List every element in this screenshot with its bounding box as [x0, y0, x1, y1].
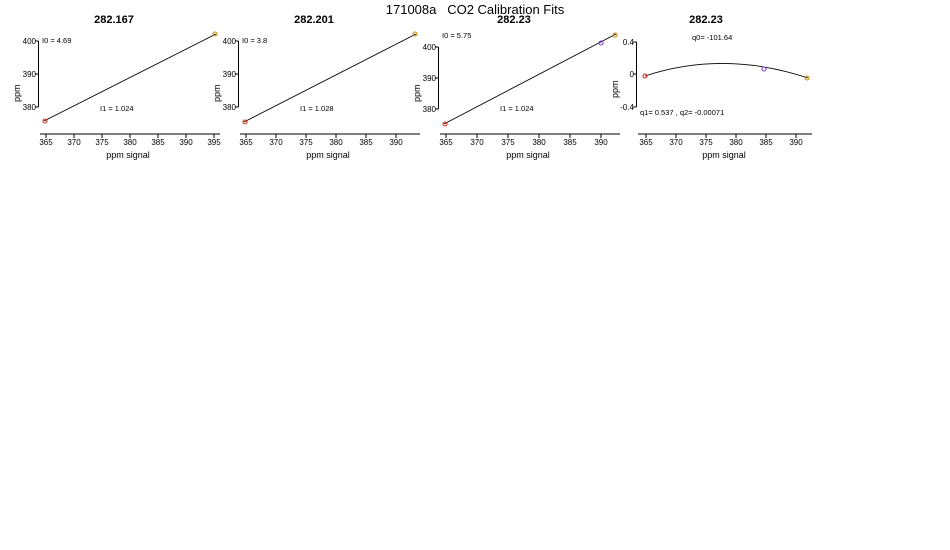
x-tick-4-390: 390	[789, 138, 803, 147]
y-tick-4-zero: 0	[629, 70, 634, 79]
x-tick-1-395: 395	[207, 138, 221, 147]
x-tick-2-370: 370	[269, 138, 283, 147]
x-axis-label-3: ppm signal	[506, 150, 550, 160]
y-tick-1-380: 380	[22, 103, 36, 112]
x-tick-2-385: 385	[359, 138, 373, 147]
x-tick-1-370: 370	[67, 138, 81, 147]
chart-title-1: 282.167	[94, 14, 134, 26]
x-tick-4-385: 385	[759, 138, 773, 147]
x-tick-2-390: 390	[389, 138, 403, 147]
y-tick-2-400: 400	[222, 37, 236, 46]
x-tick-3-390: 390	[594, 138, 608, 147]
y-axis-label-4: ppm	[610, 80, 620, 98]
x-tick-4-365: 365	[639, 138, 653, 147]
chart-title-2: 282.201	[294, 14, 334, 26]
x-tick-4-370: 370	[669, 138, 683, 147]
annotation-2-i1: I1 = 1.028	[300, 104, 334, 113]
y-tick-3-390: 390	[422, 74, 436, 83]
x-tick-1-385: 385	[151, 138, 165, 147]
plot-area-3	[438, 28, 620, 136]
x-tick-4-375: 375	[699, 138, 713, 147]
x-tick-2-375: 375	[299, 138, 313, 147]
y-axis-label-2: ppm	[212, 84, 222, 102]
chart-panel-1	[8, 14, 230, 160]
x-tick-1-390: 390	[179, 138, 193, 147]
x-tick-2-380: 380	[329, 138, 343, 147]
x-tick-3-375: 375	[501, 138, 515, 147]
y-tick-4-pos: 0.4	[622, 38, 634, 47]
annotation-1-i1: I1 = 1.024	[100, 104, 134, 113]
chart-panel-2	[208, 14, 430, 160]
y-tick-3-400: 400	[422, 43, 436, 52]
x-tick-3-370: 370	[470, 138, 484, 147]
annotation-1-i0: I0 = 4.69	[42, 36, 72, 45]
y-tick-2-390: 390	[222, 70, 236, 79]
page-title: 171008a CO2 Calibration Fits	[385, 2, 565, 17]
chart-panel-3	[408, 14, 630, 160]
annotation-2-i0: I0 = 3.8	[242, 36, 268, 45]
x-tick-1-375: 375	[95, 138, 109, 147]
y-tick-3-380: 380	[422, 105, 436, 114]
y-tick-4-neg: -0.4	[620, 103, 634, 112]
y-axis-label-3: ppm	[412, 84, 422, 102]
chart-panel-4	[600, 14, 822, 160]
x-tick-3-385: 385	[563, 138, 577, 147]
x-tick-4-380: 380	[729, 138, 743, 147]
x-tick-3-365: 365	[439, 138, 453, 147]
x-axis-label-1: ppm signal	[106, 150, 150, 160]
x-axis-label-2: ppm signal	[306, 150, 350, 160]
x-tick-1-380: 380	[123, 138, 137, 147]
y-axis-label-1: ppm	[12, 84, 22, 102]
y-tick-1-390: 390	[22, 70, 36, 79]
x-tick-1-365: 365	[39, 138, 53, 147]
x-tick-2-365: 365	[239, 138, 253, 147]
annotation-4-q1q2: q1= 0.537 , q2= -0.00071	[640, 108, 725, 117]
chart-title-4: 282.23	[689, 14, 723, 26]
plot-area-4	[636, 28, 812, 136]
figure-canvas	[0, 0, 950, 200]
x-axis-label-4: ppm signal	[702, 150, 746, 160]
annotation-4-q0: q0= -101.64	[692, 33, 733, 42]
annotation-3-i1: I1 = 1.024	[500, 104, 534, 113]
chart-title-3: 282.23	[497, 14, 531, 26]
y-tick-2-380: 380	[222, 103, 236, 112]
y-tick-1-400: 400	[22, 37, 36, 46]
annotation-3-i0: I0 = 5.75	[442, 31, 472, 40]
x-tick-3-380: 380	[532, 138, 546, 147]
